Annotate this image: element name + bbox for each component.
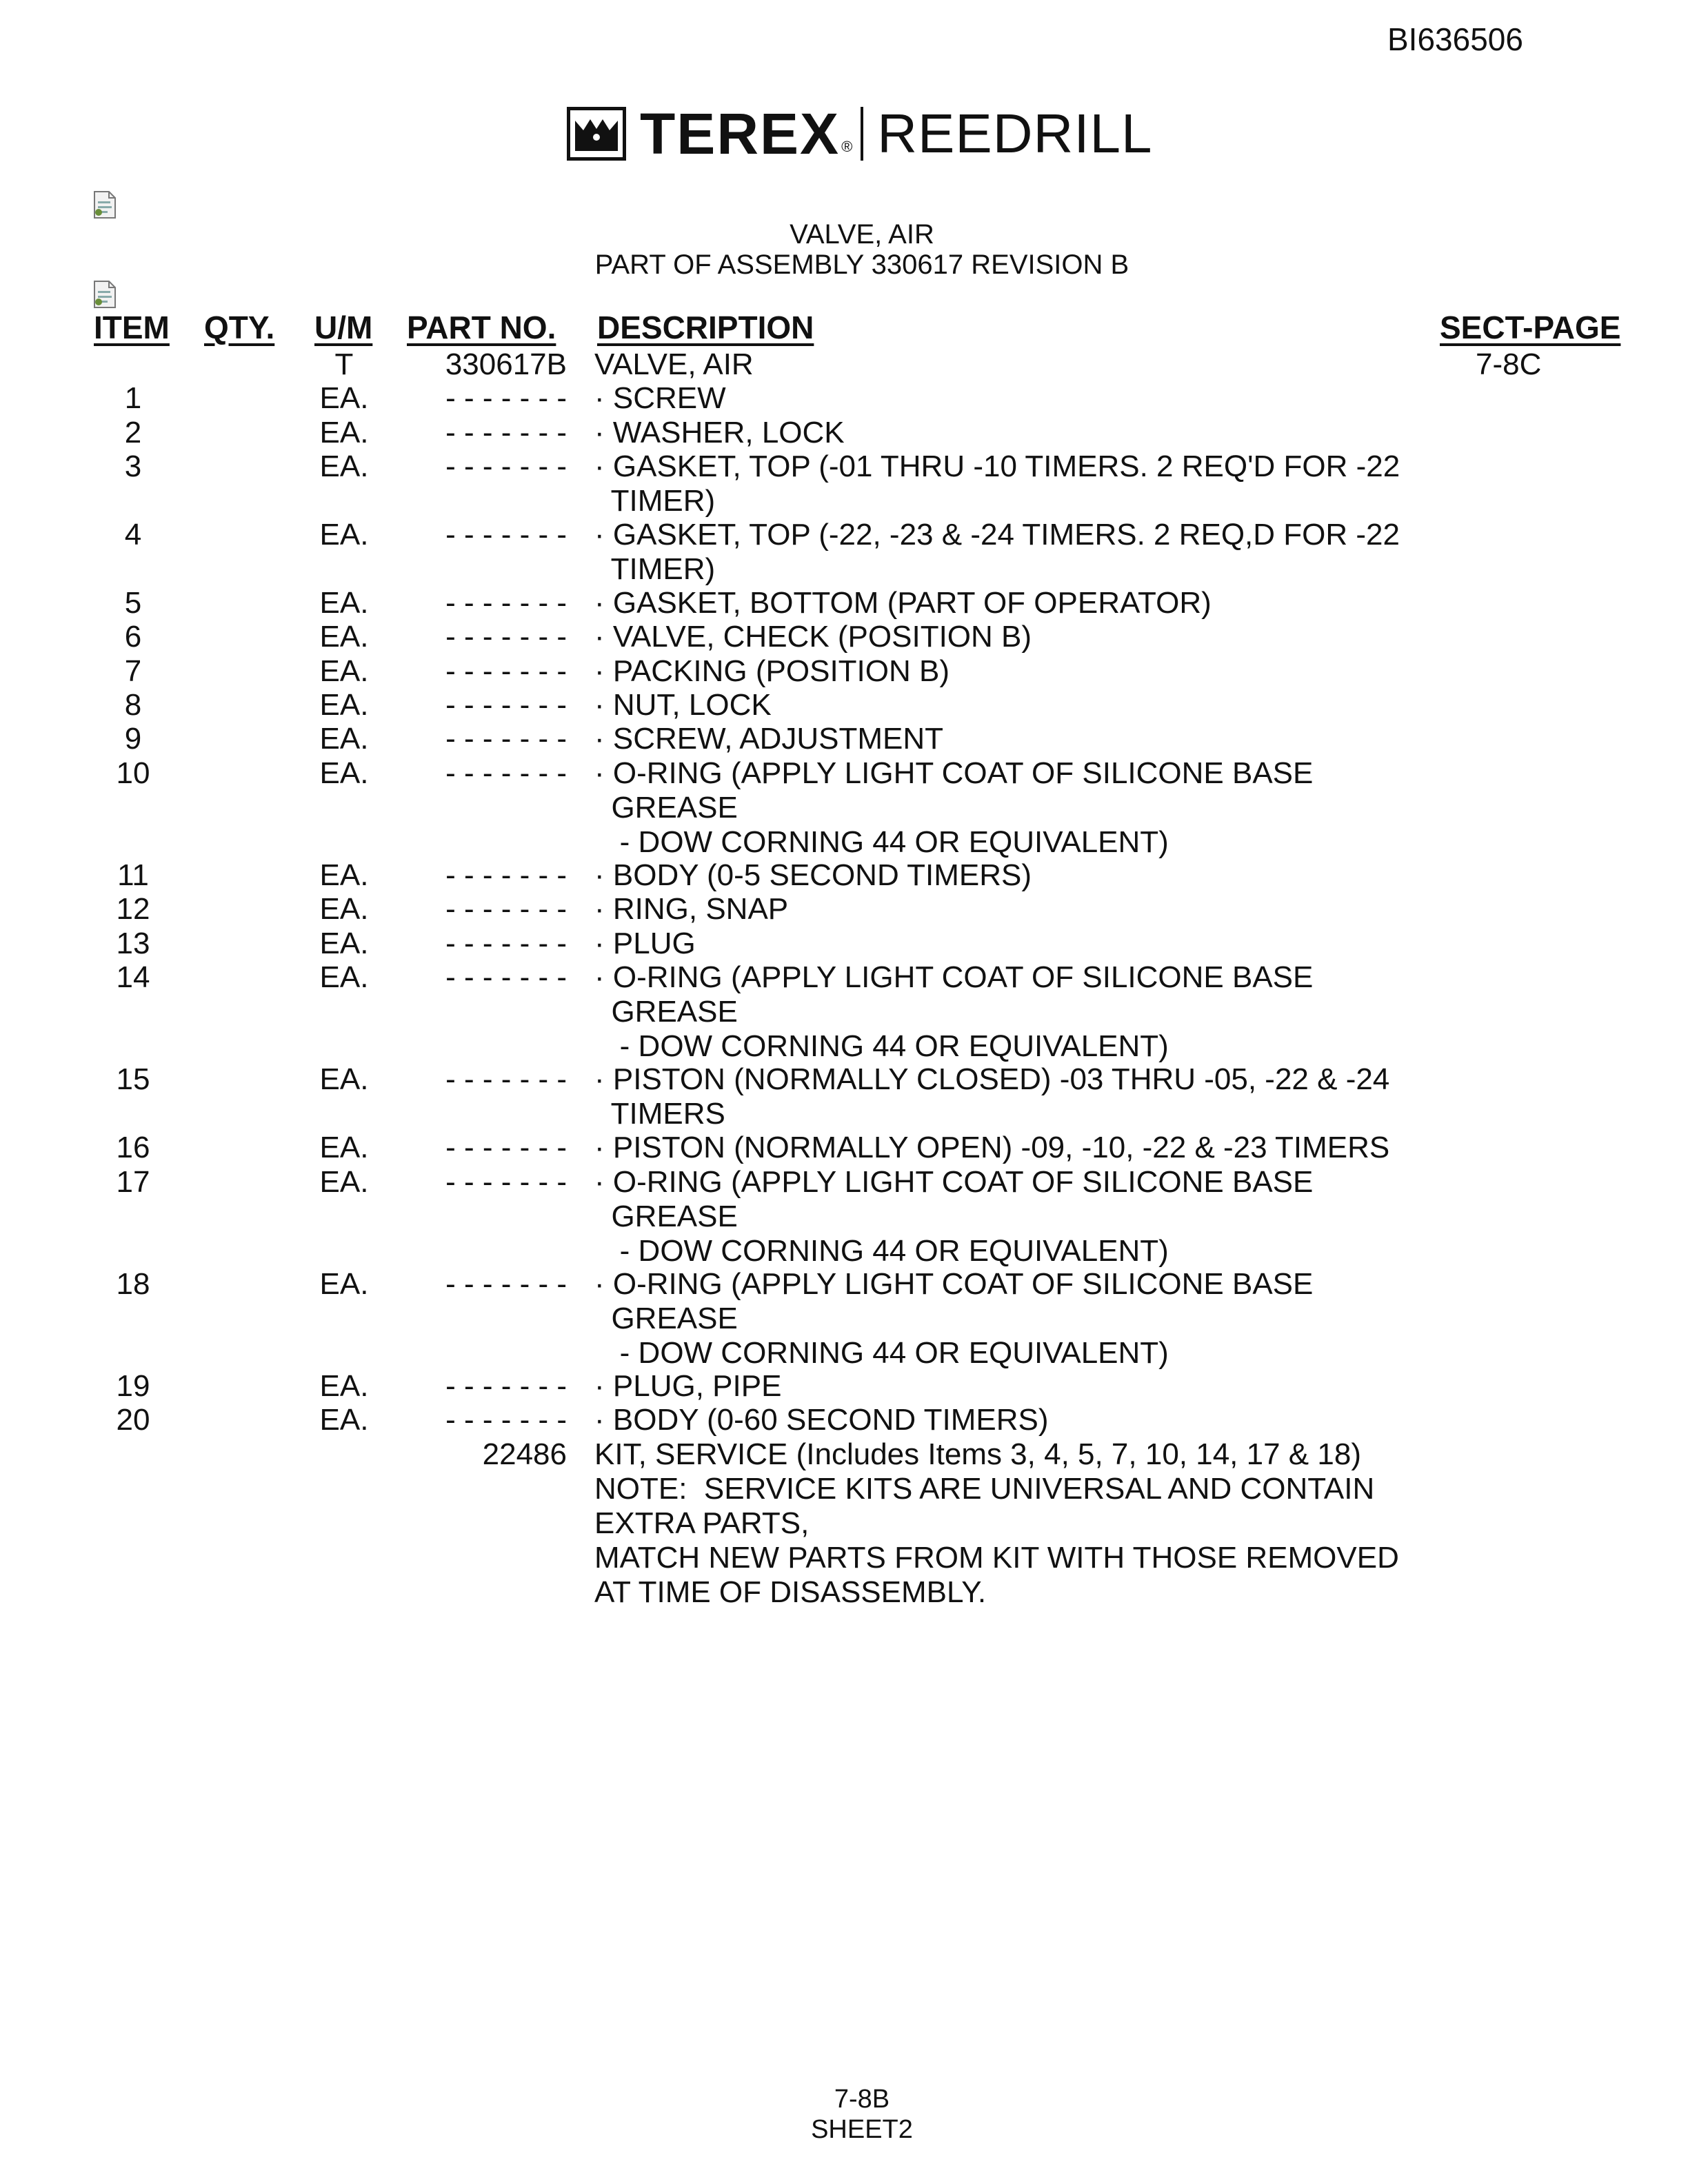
description-line: · WASHER, LOCK — [594, 415, 845, 449]
part-number: - - - - - - - — [445, 1062, 567, 1097]
unit-of-measure: EA. — [319, 518, 369, 552]
logo-divider — [861, 107, 863, 161]
description — [594, 381, 726, 416]
description — [594, 756, 1313, 860]
item-number: 16 — [116, 1131, 150, 1165]
description-line: · PACKING (POSITION B) — [594, 654, 950, 688]
header-um: U/M — [314, 310, 373, 345]
page-number: 7-8B — [834, 2085, 890, 2114]
description-line: · PISTON (NORMALLY OPEN) -09, -10, -22 & -23 TIMERS — [594, 1131, 1390, 1165]
description-line: · PLUG — [594, 926, 696, 960]
sect-page: 7-8C — [1476, 347, 1542, 381]
description-line: - DOW CORNING 44 OR EQUIVALENT) — [594, 825, 1169, 859]
unit-of-measure: EA. — [319, 415, 369, 449]
item-number: 2 — [124, 415, 142, 449]
description — [594, 1437, 1399, 1610]
description — [594, 1062, 1389, 1131]
part-number: 330617B — [445, 347, 567, 381]
description — [594, 1267, 1313, 1371]
item-number: 1 — [124, 381, 142, 416]
document-icon — [92, 190, 117, 219]
description — [594, 654, 950, 689]
description — [594, 586, 1212, 620]
description — [594, 960, 1313, 1064]
unit-of-measure: EA. — [319, 1369, 369, 1403]
item-number: 20 — [116, 1403, 150, 1437]
unit-of-measure: EA. — [319, 926, 369, 960]
description — [594, 722, 943, 756]
item-number: 6 — [124, 620, 142, 654]
part-number: - - - - - - - — [445, 518, 567, 552]
description — [594, 1165, 1313, 1268]
unit-of-measure: EA. — [319, 620, 369, 654]
description-line: TIMERS — [594, 1097, 725, 1131]
header-description: DESCRIPTION — [597, 310, 814, 345]
description-line: · RING, SNAP — [594, 892, 789, 927]
item-number: 9 — [124, 722, 142, 756]
description — [594, 449, 1400, 518]
item-number: 5 — [124, 585, 142, 620]
part-number: - - - - - - - — [445, 415, 567, 449]
description — [594, 927, 696, 961]
part-number: - - - - - - - — [445, 1369, 567, 1403]
description — [594, 688, 772, 722]
description — [594, 1131, 1389, 1165]
part-number: - - - - - - - — [445, 688, 567, 722]
part-number: - - - - - - - — [445, 892, 567, 927]
unit-of-measure: EA. — [319, 858, 369, 892]
unit-of-measure: EA. — [319, 892, 369, 927]
description-line: AT TIME OF DISASSEMBLY. — [594, 1575, 987, 1609]
item-number: 3 — [124, 449, 142, 484]
unit-of-measure: EA. — [319, 585, 369, 620]
unit-of-measure: EA. — [319, 756, 369, 790]
description-line: EXTRA PARTS, — [594, 1506, 810, 1540]
description-line: · BODY (0-60 SECOND TIMERS) — [594, 1403, 1049, 1437]
description-line: · GASKET, BOTTOM (PART OF OPERATOR) — [594, 585, 1212, 620]
sheet-label: SHEET2 — [811, 2115, 913, 2144]
document-title: VALVE, AIR — [790, 219, 934, 250]
item-number: 7 — [124, 654, 142, 688]
logo-brand: TEREX — [640, 101, 841, 166]
part-number: - - - - - - - — [445, 1131, 567, 1165]
description-line: GREASE — [594, 790, 738, 825]
item-number: 19 — [116, 1369, 150, 1403]
description-line: GREASE — [594, 1199, 738, 1233]
document-icon — [92, 280, 117, 309]
header-sect-page: SECT-PAGE — [1440, 310, 1621, 345]
item-number: 10 — [116, 756, 150, 790]
part-number: - - - - - - - — [445, 1266, 567, 1301]
description — [594, 518, 1400, 587]
description-line: - DOW CORNING 44 OR EQUIVALENT) — [594, 1029, 1169, 1064]
description — [594, 416, 845, 450]
unit-of-measure: T — [334, 347, 354, 381]
part-number: - - - - - - - — [445, 926, 567, 960]
unit-of-measure: EA. — [319, 688, 369, 722]
description — [594, 892, 788, 927]
terex-crown-icon — [567, 107, 626, 161]
description — [594, 1403, 1049, 1437]
unit-of-measure: EA. — [319, 1403, 369, 1437]
item-number: 14 — [116, 960, 150, 995]
description-line: · PISTON (NORMALLY CLOSED) -03 THRU -05, -22 & -24 — [594, 1062, 1390, 1097]
document-subtitle: PART OF ASSEMBLY 330617 REVISION B — [594, 250, 1129, 280]
description-line: · GASKET, TOP (-22, -23 & -24 TIMERS. 2 REQ,D FOR -22 — [594, 518, 1400, 552]
item-number: 18 — [116, 1266, 150, 1301]
header-part-no: PART NO. — [407, 310, 556, 345]
description-line: GREASE — [594, 1301, 738, 1335]
terex-reedrill-logo — [567, 101, 1153, 166]
description — [594, 347, 754, 382]
item-number: 8 — [124, 688, 142, 722]
part-number: 22486 — [482, 1437, 567, 1471]
description-line: · O-RING (APPLY LIGHT COAT OF SILICONE BASE — [594, 1266, 1314, 1301]
part-number: - - - - - - - — [445, 1164, 567, 1199]
item-number: 13 — [116, 926, 150, 960]
description-line: - DOW CORNING 44 OR EQUIVALENT) — [594, 1233, 1169, 1268]
description-line: - DOW CORNING 44 OR EQUIVALENT) — [594, 1335, 1169, 1370]
part-number: - - - - - - - — [445, 722, 567, 756]
description — [594, 1369, 781, 1404]
description-line: TIMER) — [594, 552, 716, 586]
unit-of-measure: EA. — [319, 381, 369, 416]
description-line: MATCH NEW PARTS FROM KIT WITH THOSE REMOVED — [594, 1540, 1399, 1575]
description-line: NOTE: SERVICE KITS ARE UNIVERSAL AND CONTAIN — [594, 1471, 1375, 1506]
description — [594, 620, 1032, 654]
registered-mark: ® — [841, 138, 853, 155]
description — [594, 858, 1032, 893]
description-line: · BODY (0-5 SECOND TIMERS) — [594, 858, 1032, 892]
unit-of-measure: EA. — [319, 1164, 369, 1199]
description-line: · PLUG, PIPE — [594, 1369, 782, 1403]
description-line: · O-RING (APPLY LIGHT COAT OF SILICONE BASE — [594, 960, 1314, 995]
item-number: 4 — [124, 518, 142, 552]
part-number: - - - - - - - — [445, 858, 567, 892]
item-number: 15 — [116, 1062, 150, 1097]
description-line: · SCREW, ADJUSTMENT — [594, 722, 944, 756]
unit-of-measure: EA. — [319, 1266, 369, 1301]
part-number: - - - - - - - — [445, 1403, 567, 1437]
description-line: GREASE — [594, 995, 738, 1029]
unit-of-measure: EA. — [319, 654, 369, 688]
description-line: · O-RING (APPLY LIGHT COAT OF SILICONE BASE — [594, 1164, 1314, 1199]
part-number: - - - - - - - — [445, 585, 567, 620]
description-line: · O-RING (APPLY LIGHT COAT OF SILICONE BASE — [594, 756, 1314, 790]
logo-sub: REEDRILL — [877, 103, 1153, 164]
document-id: BI636506 — [1387, 21, 1523, 57]
header-item: ITEM — [94, 310, 170, 345]
part-number: - - - - - - - — [445, 381, 567, 416]
item-number: 11 — [117, 858, 149, 892]
unit-of-measure: EA. — [319, 1131, 369, 1165]
part-number: - - - - - - - — [445, 960, 567, 995]
description-line: · VALVE, CHECK (POSITION B) — [594, 620, 1032, 654]
unit-of-measure: EA. — [319, 722, 369, 756]
part-number: - - - - - - - — [445, 654, 567, 688]
part-number: - - - - - - - — [445, 620, 567, 654]
header-qty: QTY. — [204, 310, 275, 345]
unit-of-measure: EA. — [319, 960, 369, 995]
item-number: 17 — [116, 1164, 150, 1199]
description-line: · GASKET, TOP (-01 THRU -10 TIMERS. 2 REQ'D FOR -22 — [594, 449, 1400, 484]
description-line: · NUT, LOCK — [594, 688, 772, 722]
part-number: - - - - - - - — [445, 449, 567, 484]
description-line: · SCREW — [594, 381, 726, 416]
part-number: - - - - - - - — [445, 756, 567, 790]
description-line: KIT, SERVICE (Includes Items 3, 4, 5, 7, 10, 14, 17 & 18) — [594, 1437, 1361, 1471]
description-line: TIMER) — [594, 484, 716, 518]
unit-of-measure: EA. — [319, 1062, 369, 1097]
description-line: VALVE, AIR — [594, 347, 754, 381]
unit-of-measure: EA. — [319, 449, 369, 484]
item-number: 12 — [116, 892, 150, 927]
